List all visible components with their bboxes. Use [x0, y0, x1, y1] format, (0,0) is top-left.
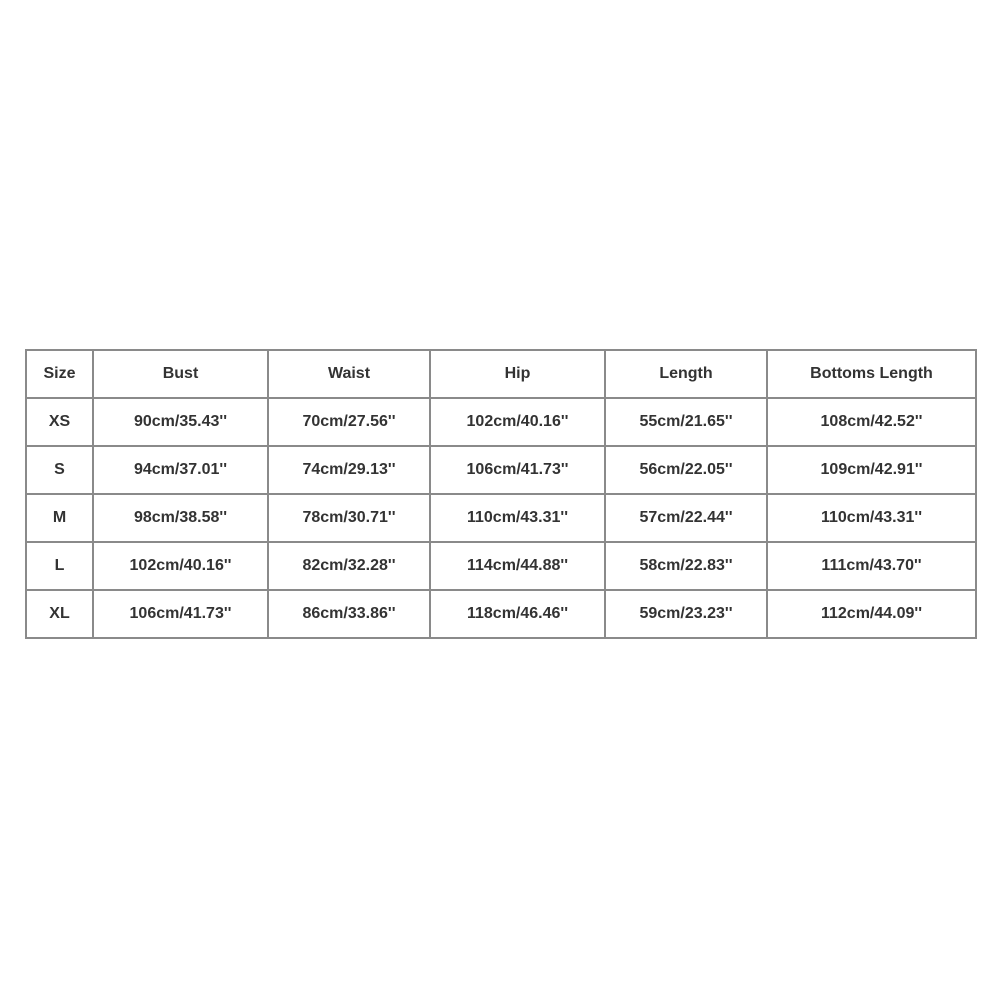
bottoms-length-cell: 109cm/42.91''	[767, 446, 976, 494]
table-row	[26, 542, 976, 590]
length-cell: 58cm/22.83''	[605, 542, 767, 590]
header-hip: Hip	[430, 350, 605, 398]
hip-cell: 118cm/46.46''	[430, 590, 605, 638]
length-cell: 59cm/23.23''	[605, 590, 767, 638]
bottoms-length-cell: 110cm/43.31''	[767, 494, 976, 542]
bust-cell: 98cm/38.58''	[93, 494, 268, 542]
waist-cell: 74cm/29.13''	[268, 446, 430, 494]
bust-cell: 94cm/37.01''	[93, 446, 268, 494]
table-row	[26, 398, 976, 446]
waist-cell: 78cm/30.71''	[268, 494, 430, 542]
table-row	[26, 494, 976, 542]
hip-cell: 106cm/41.73''	[430, 446, 605, 494]
size-chart-table	[25, 349, 977, 639]
hip-cell: 102cm/40.16''	[430, 398, 605, 446]
size-cell: XS	[26, 398, 93, 446]
hip-cell: 110cm/43.31''	[430, 494, 605, 542]
size-cell: L	[26, 542, 93, 590]
bust-cell: 102cm/40.16''	[93, 542, 268, 590]
table-row	[26, 590, 976, 638]
bottoms-length-cell: 112cm/44.09''	[767, 590, 976, 638]
bottoms-length-cell: 111cm/43.70''	[767, 542, 976, 590]
waist-cell: 86cm/33.86''	[268, 590, 430, 638]
header-length: Length	[605, 350, 767, 398]
table-row	[26, 446, 976, 494]
bust-cell: 106cm/41.73''	[93, 590, 268, 638]
size-cell: S	[26, 446, 93, 494]
header-bust: Bust	[93, 350, 268, 398]
bust-cell: 90cm/35.43''	[93, 398, 268, 446]
header-size: Size	[26, 350, 93, 398]
header-bottoms-length: Bottoms Length	[767, 350, 976, 398]
length-cell: 56cm/22.05''	[605, 446, 767, 494]
size-cell: M	[26, 494, 93, 542]
length-cell: 57cm/22.44''	[605, 494, 767, 542]
bottoms-length-cell: 108cm/42.52''	[767, 398, 976, 446]
header-row	[26, 350, 976, 398]
waist-cell: 82cm/32.28''	[268, 542, 430, 590]
hip-cell: 114cm/44.88''	[430, 542, 605, 590]
size-cell: XL	[26, 590, 93, 638]
waist-cell: 70cm/27.56''	[268, 398, 430, 446]
header-waist: Waist	[268, 350, 430, 398]
length-cell: 55cm/21.65''	[605, 398, 767, 446]
